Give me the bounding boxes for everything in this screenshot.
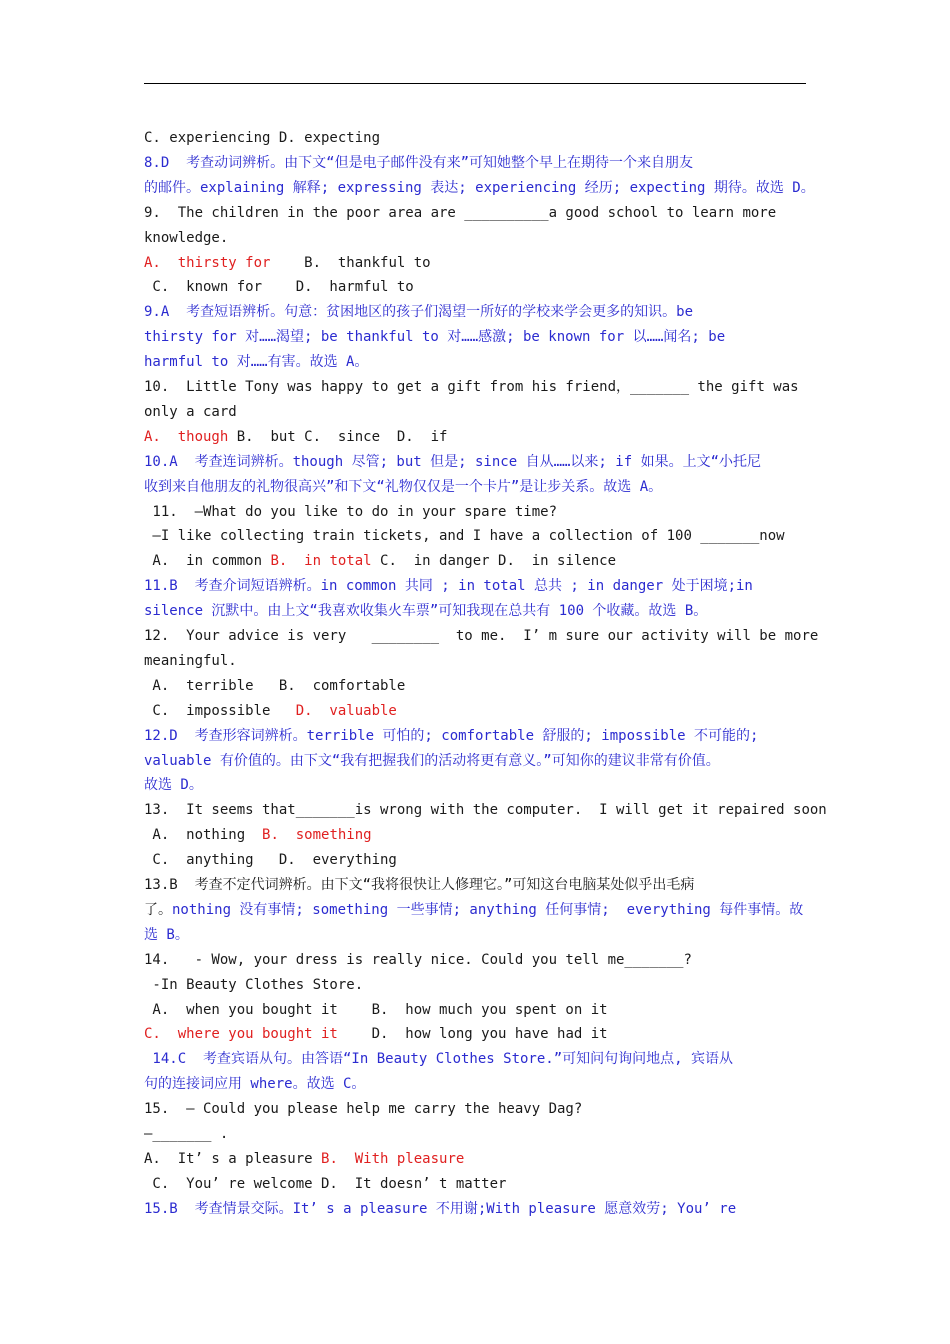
question-text: meaningful. [144, 653, 237, 669]
question-text: A. when you bought it B. how much you spent on it [144, 1002, 608, 1018]
question-text: 了。 [144, 902, 172, 918]
answer-option: D. valuable [295, 703, 397, 719]
question-text: C. impossible [144, 703, 296, 719]
text-line [144, 626, 819, 646]
text-line [144, 925, 806, 945]
text-line [144, 128, 806, 148]
explanation-text: silence 沉默中。由上文“我喜欢收集火车票”可知我现在总共有 100 个收藏。故选 B。 [144, 603, 708, 619]
question-text: B. but C. since D. if [228, 429, 448, 445]
explanation-text: thirsty for 对……渴望; be thankful to 对……感激; be known for 以……闻名; be [144, 329, 726, 345]
explanation-text: 的邮件。explaining 解释; expressing 表达; experiencing 经历; expecting 期待。故选 D。 [144, 180, 815, 196]
question-text: C. anything D. everything [144, 852, 397, 868]
question-text: A. It’ s a pleasure [144, 1151, 322, 1167]
text-line [144, 900, 806, 920]
explanation-text: valuable 有价值的。由下文“我有把握我们的活动将更有意义。”可知你的建议非常有价值。 [144, 753, 720, 769]
explanation-text: 8.D 考查动词辨析。由下文“但是电子邮件没有来”可知她整个早上在期待一个来自朋友 [144, 155, 693, 171]
explanation-text: 15.B 考查情景交际。It’ s a pleasure 不用谢;With pleasure 愿意效劳; You’ re [144, 1201, 737, 1217]
text-line [144, 526, 806, 546]
explanation-text: 12.D 考查形容词辨析。terrible 可怕的; comfortable 舒服的; impossible 不可能的; [144, 728, 759, 744]
question-text: 14. - Wow, your dress is really nice. Could you tell me_______? [144, 952, 692, 968]
question-text: 13.B 考查不定代词辨析。由下文“我将很快让人修理它。”可知这台电脑某处似乎出毛病 [144, 877, 695, 893]
question-text: C. in danger D. in silence [371, 553, 617, 569]
text-line [144, 875, 806, 895]
text-line [144, 1124, 806, 1144]
text-line [144, 1099, 806, 1119]
answer-option: B. something [262, 827, 372, 843]
text-line [144, 576, 806, 596]
question-text: A. terrible B. comfortable [144, 678, 406, 694]
text-line [144, 1000, 806, 1020]
answer-option: C. where you bought it [144, 1026, 338, 1042]
text-line [144, 850, 806, 870]
text-line [144, 1199, 806, 1219]
explanation-text: 句的连接词应用 where。故选 C。 [144, 1076, 366, 1092]
explanation-text: 10.A 考查连词辨析。though 尽管; but 但是; since 自从……以来; if 如果。上文“小托尼 [144, 454, 762, 470]
question-text: 13. It seems that_______is wrong with the computer. I will get it repaired soon [144, 802, 827, 818]
answer-option: B. in total [270, 553, 372, 569]
question-text: D. how long you have had it [337, 1026, 608, 1042]
explanation-text: nothing 没有事情; something 一些事情; anything 任何事情; everything 每件事情。故 [172, 902, 804, 918]
explanation-text: 11.B 考查介词短语辨析。in common 共同 ; in total 总共 ; in danger 处于困境;in [144, 578, 753, 594]
question-text: 15. — Could you please help me carry the heavy Dag? [144, 1101, 583, 1117]
text-line [144, 825, 806, 845]
question-text: C. experiencing D. expecting [144, 130, 381, 146]
text-line [144, 1049, 806, 1069]
text-line [144, 452, 806, 472]
header-rule [144, 83, 806, 84]
text-line [144, 1074, 806, 1094]
text-line [144, 377, 806, 397]
question-text: 9. The children in the poor area are __________a good school to learn more [144, 205, 777, 221]
question-text: —I like collecting train tickets, and I have a collection of 100 _______now [144, 528, 785, 544]
text-line [144, 800, 827, 820]
text-line [144, 402, 806, 422]
answer-option: A. though [144, 429, 229, 445]
text-line [144, 975, 806, 995]
question-text: —_______ . [144, 1126, 229, 1142]
text-line [144, 228, 806, 248]
explanation-text: harmful to 对……有害。故选 A。 [144, 354, 369, 370]
question-text: A. nothing [144, 827, 263, 843]
text-line [144, 551, 806, 571]
question-text: 11. —What do you like to do in your spare time? [144, 504, 558, 520]
text-line [144, 651, 806, 671]
question-text: B. thankful to [270, 255, 431, 271]
question-text: only a card [144, 404, 237, 420]
text-line [144, 253, 806, 273]
explanation-text: 选 B。 [144, 927, 189, 943]
text-line [144, 601, 806, 621]
text-line [144, 352, 806, 372]
question-text: 10. Little Tony was happy to get a gift from his friend，_______ the gift was [144, 379, 799, 395]
text-line [144, 1149, 806, 1169]
text-line [144, 726, 806, 746]
answer-option: B. With pleasure [321, 1151, 465, 1167]
text-line [144, 775, 806, 795]
text-line [144, 950, 806, 970]
text-line [144, 502, 806, 522]
question-text: knowledge. [144, 230, 229, 246]
text-line [144, 427, 806, 447]
text-line [144, 701, 806, 721]
text-line [144, 751, 806, 771]
explanation-text: 故选 D。 [144, 777, 203, 793]
question-text: A. in common [144, 553, 271, 569]
text-line [144, 302, 806, 322]
explanation-text: 14.C 考查宾语从句。由答语“In Beauty Clothes Store.”可知问句询问地点, 宾语从 [144, 1051, 734, 1067]
text-line [144, 327, 806, 347]
text-line [144, 676, 806, 696]
question-text: -In Beauty Clothes Store. [144, 977, 364, 993]
text-line [144, 1024, 806, 1044]
question-text: C. You’ re welcome D. It doesn’ t matter [144, 1176, 507, 1192]
text-line [144, 477, 806, 497]
text-line [144, 277, 806, 297]
text-line [144, 203, 806, 223]
text-line [144, 178, 815, 198]
question-text: C. known for D. harmful to [144, 279, 414, 295]
text-line [144, 1174, 806, 1194]
question-text: 12. Your advice is very ________ to me. I’ m sure our activity will be more [144, 628, 819, 644]
text-line [144, 153, 806, 173]
explanation-text: 9.A 考查短语辨析。句意：贫困地区的孩子们渴望一所好的学校来学会更多的知识。be [144, 304, 693, 320]
explanation-text: 收到来自他朋友的礼物很高兴”和下文“礼物仅仅是一个卡片”是让步关系。故选 A。 [144, 479, 663, 495]
answer-option: A. thirsty for [144, 255, 271, 271]
